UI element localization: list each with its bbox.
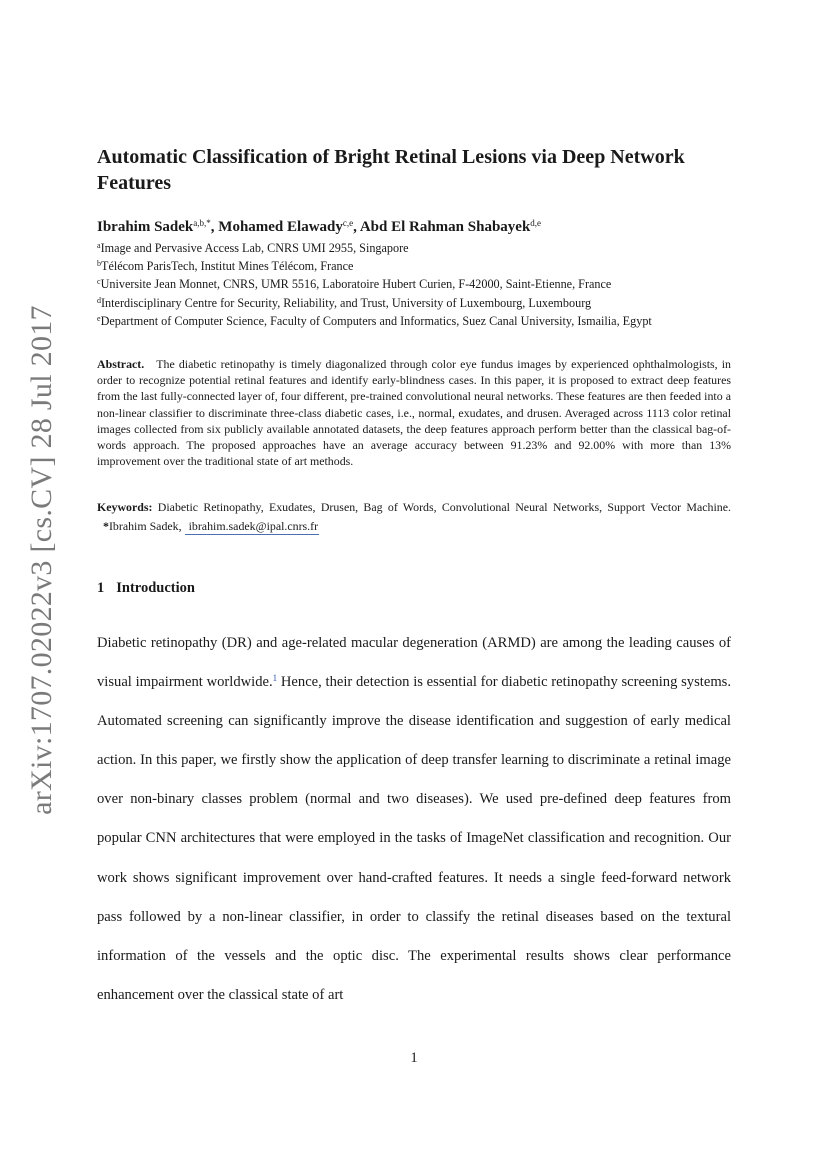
- author-name: Ibrahim Sadek: [97, 219, 194, 235]
- affiliation-line: [97, 238, 757, 256]
- corresponding-author: Ibrahim Sadek,: [108, 519, 182, 533]
- intro-text: Diabetic retinopathy (DR) and age-related macular degeneration (ARMD) are among the leading causes of visual impairment worldwide.: [97, 635, 731, 691]
- abstract: [97, 356, 731, 469]
- author-affil-mark: c,e: [342, 218, 354, 228]
- affiliation-text: Image and Pervasive Access Lab, CNRS UMI 2955, Singapore: [100, 241, 409, 255]
- paper-title: Automatic Classification of Bright Retinal Lesions via Deep Network Features: [97, 146, 685, 194]
- author-separator: ,: [353, 219, 360, 235]
- affiliation-mark: d: [97, 295, 101, 305]
- section-number: 1: [97, 580, 105, 596]
- affiliation-line: [97, 274, 757, 292]
- affiliation-line: [97, 293, 757, 311]
- abstract-text: The diabetic retinopathy is timely diagonalized through color eye fundus images by experienced ophthalmologists, in order to recognize potential retinal features and identify early-blindness cases. In this paper, it is proposed to extract deep features from the last fully-connected layer of, four different, pre-trained convolutional neural networks. These features are then feeded into a non-linear classifier to discriminate three-class diabetic cases, i.e., normal, exudates, and drusen. Averaged across 1113 color retinal images collected from six publicly available annotated datasets, the deep features approach perform better than the classical bag-of-words approach. The proposed approaches have an average accuracy between 91.23% and 92.00% with more than 13% improvement over the traditional state of art methods.: [97, 357, 731, 469]
- affiliation-text: Télécom ParisTech, Institut Mines Télécom, France: [101, 259, 354, 274]
- affiliation-list: [97, 238, 757, 329]
- author-name: Mohamed Elawady: [218, 219, 343, 235]
- affiliation-text: Department of Computer Science, Faculty of Computers and Informatics, Suez Canal University, Ismailia, Egypt: [100, 313, 652, 328]
- affiliation-text: Interdisciplinary Centre for Security, Reliability, and Trust, University of Luxembourg, Luxembourg: [101, 295, 592, 310]
- affiliation-mark: c: [97, 277, 101, 287]
- author-list: [97, 218, 747, 236]
- affiliation-line: [97, 256, 757, 274]
- author-name: Abd El Rahman Shabayek: [359, 219, 531, 235]
- arxiv-stamp: [24, 305, 60, 815]
- keywords-text: Diabetic Retinopathy, Exudates, Drusen, Bag of Words, Convolutional Neural Networks, Support Vector Machine.: [157, 500, 731, 514]
- section-heading: [97, 580, 195, 597]
- affiliation-mark: e: [97, 313, 101, 323]
- page-number: 1: [410, 1050, 418, 1066]
- author-affil-mark: d,e: [530, 218, 542, 228]
- section-title: Introduction: [116, 580, 195, 596]
- affiliation-text: Universite Jean Monnet, CNRS, UMR 5516, Laboratoire Hubert Curien, F-42000, Saint-Etienne, France: [100, 277, 612, 292]
- abstract-label: Abstract.: [97, 357, 145, 371]
- author-affil-mark: a,b,*: [193, 218, 211, 228]
- affiliation-mark: a: [97, 241, 101, 250]
- intro-paragraph: [97, 624, 731, 1015]
- email-link[interactable]: ibrahim.sadek@ipal.cnrs.fr: [185, 519, 320, 535]
- corresponding-mark: *: [103, 519, 109, 533]
- footnote-link[interactable]: 1: [272, 673, 278, 684]
- affiliation-mark: b: [97, 259, 101, 269]
- author-separator: ,: [210, 219, 219, 235]
- arxiv-stamp-text: arXiv:1707.02022v3 [cs.CV] 28 Jul 2017: [25, 305, 58, 815]
- affiliation-line: [97, 311, 757, 329]
- keywords: [97, 498, 731, 536]
- intro-text-continued: Hence, their detection is essential for diabetic retinopathy screening systems. Automated screening can significantly improve the disease identification and suggestion of early medical action. In this paper, we firstly show the application of deep transfer learning to discriminate a retinal image over non-binary classes problem (normal and two diseases). We used pre-defined deep features from popular CNN architectures that were employed in the tasks of ImageNet classification and recognition. Our work shows significant improvement over hand-crafted features. It needs a single feed-forward network pass followed by a non-linear classifier, in order to classify the retinal diseases based on the textural information of the vessels and the optic disc. The experimental results shows clear performance enhancement over the classical state of art: [97, 674, 731, 1003]
- keywords-label: Keywords:: [97, 500, 153, 514]
